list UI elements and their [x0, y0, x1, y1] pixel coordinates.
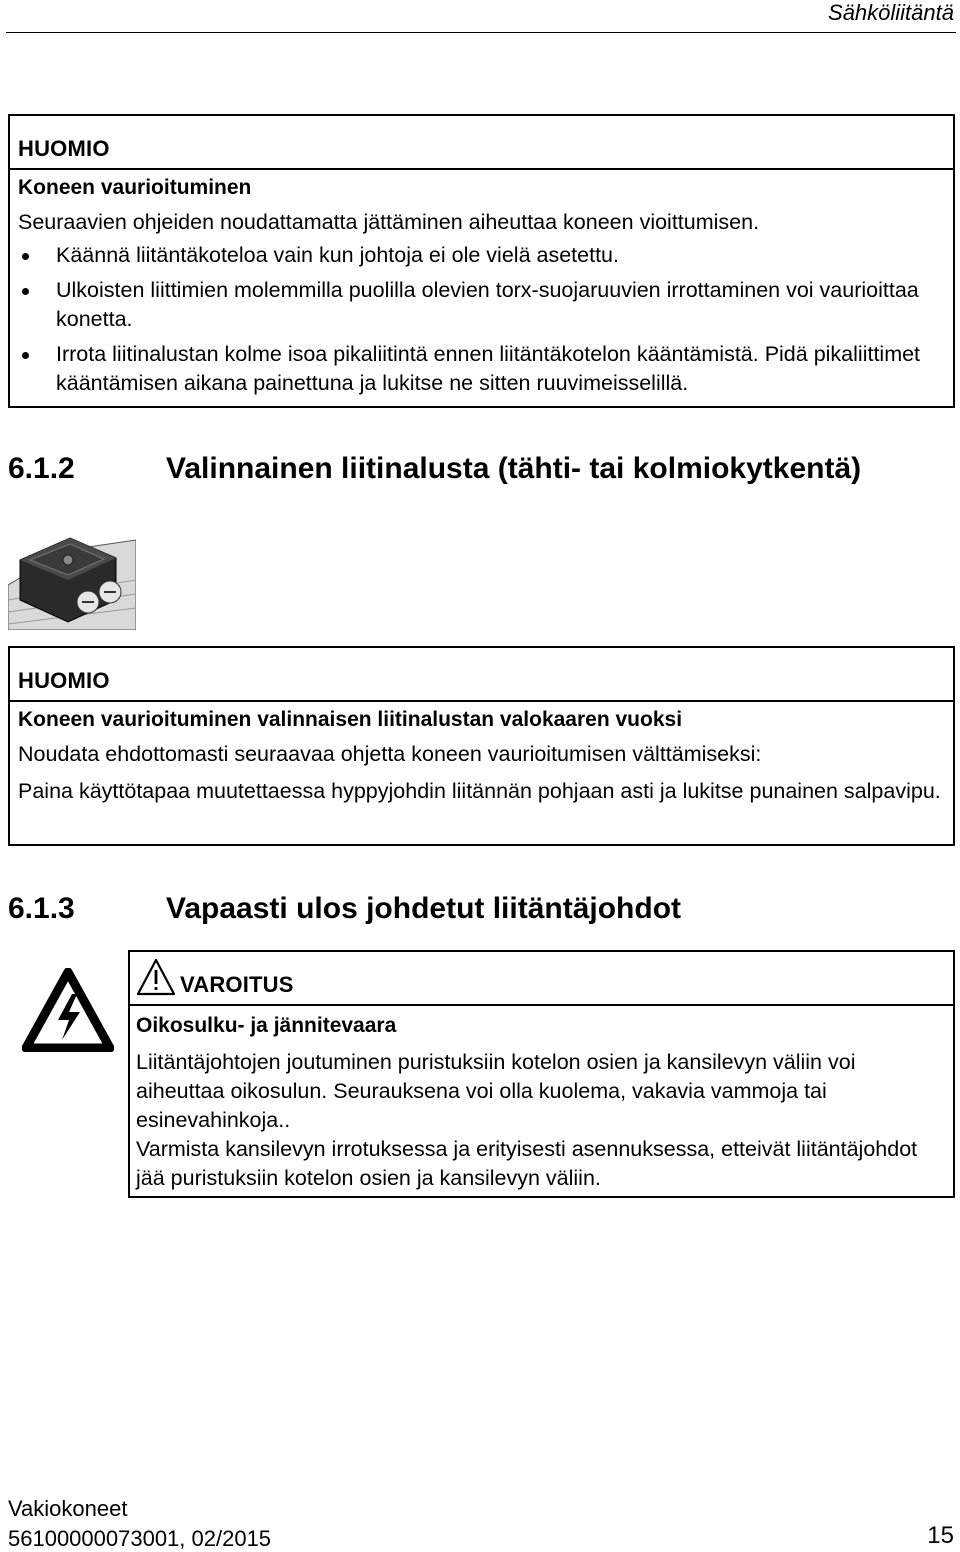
notice-box-2	[8, 646, 955, 846]
notice-intro: Seuraavien ohjeiden noudattamatta jättäminen aiheuttaa koneen vioittumisen.	[18, 210, 760, 234]
notice-line-2: Paina käyttötapaa muutettaessa hyppyjohdin liitännän pohjaan asti ja lukitse punainen salpavipu.	[18, 779, 941, 803]
terminal-block-image	[8, 530, 136, 630]
warning-label: VAROITUS	[180, 972, 294, 997]
section-heading-612	[8, 452, 861, 486]
warning-header	[130, 952, 953, 1006]
notice-header	[10, 648, 953, 702]
footer-company: Vakiokoneet	[8, 1496, 128, 1521]
list-item: Ulkoisten liittimien molemmilla puolilla olevien torx-suojaruuvien irrottaminen voi vaurioittaa konetta.	[10, 276, 945, 334]
notice-bullet-list	[10, 241, 945, 398]
header-divider	[6, 32, 956, 33]
notice-line-1: Noudata ehdottomasti seuraavaa ohjetta koneen vaurioitumisen välttämiseksi:	[18, 742, 762, 766]
notice-box-1	[8, 114, 955, 408]
list-item: Käännä liitäntäkoteloa vain kun johtoja ei ole vielä asetettu.	[10, 241, 945, 270]
section-number: 6.1.3	[8, 892, 75, 925]
notice-subtitle: Koneen vaurioituminen	[18, 176, 252, 199]
warning-triangle-icon	[136, 958, 176, 1002]
notice-subtitle: Koneen vaurioituminen valinnaisen liitinalustan valokaaren vuoksi	[18, 708, 683, 731]
warning-paragraph-1: Liitäntäjohtojen joutuminen puristuksiin kotelon osien ja kansilevyn väliin voi aiheuttaa oikosulun. Seurauksena voi olla kuolema, vakavia vammoja tai esinevahinkoja..	[136, 1050, 856, 1132]
list-item: Irrota liitinalustan kolme isoa pikaliitintä ennen liitäntäkotelon kääntämistä. Pidä pikaliittimet kääntämisen aikana painettuna ja lukitse ne sitten ruuvimeisselillä.	[10, 340, 945, 398]
section-number: 6.1.2	[8, 452, 75, 485]
section-heading-613	[8, 892, 681, 926]
section-title: Valinnainen liitinalusta (tähti- tai kolmiokytkentä)	[166, 452, 862, 485]
footer-document-id: 56100000073001, 02/2015	[8, 1526, 272, 1551]
notice-label: HUOMIO	[18, 136, 110, 161]
page-header-title: Sähköliitäntä	[828, 0, 954, 25]
electric-hazard-icon	[22, 968, 114, 1052]
warning-paragraph-2: Varmista kansilevyn irrotuksessa ja erityisesti asennuksessa, etteivät liitäntäjohdot jää puristuksiin kotelon osien ja kansilevyn väliin.	[136, 1137, 918, 1190]
page-number: 15	[927, 1522, 954, 1549]
warning-box	[128, 950, 955, 1198]
terminal-block-illustration	[8, 530, 136, 630]
notice-label: HUOMIO	[18, 668, 110, 693]
section-title: Vapaasti ulos johdetut liitäntäjohdot	[166, 892, 682, 925]
notice-header	[10, 116, 953, 170]
warning-subtitle: Oikosulku- ja jännitevaara	[136, 1014, 397, 1037]
